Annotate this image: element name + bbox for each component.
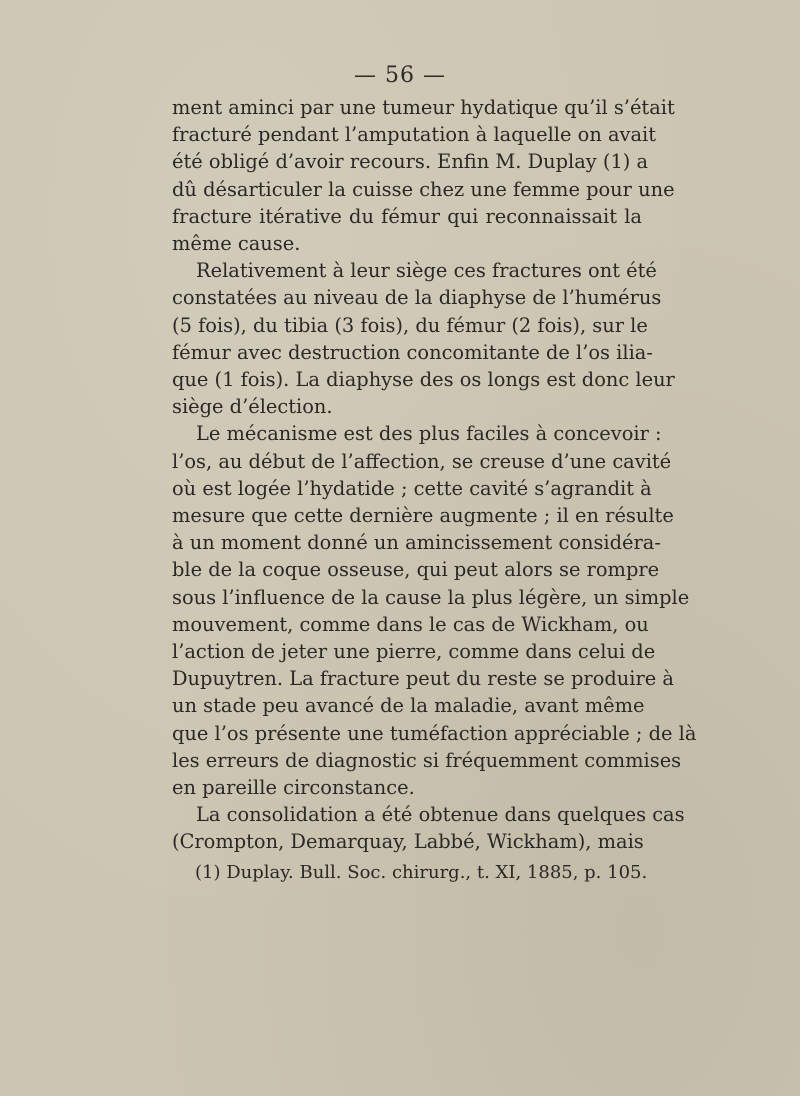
text-line: mouvement, comme dans le cas de Wickham, ou <box>172 612 649 636</box>
text-line: Dupuytren. La fracture peut du reste se produire à <box>172 667 674 691</box>
body-text <box>172 94 697 856</box>
text-line: à un moment donné un amincissement considéra- <box>172 531 661 555</box>
paragraph-start-line: La consolidation a été obtenue dans quelques cas <box>196 803 685 827</box>
text-line: même cause. <box>172 232 301 256</box>
text-line: siège d’élection. <box>172 395 333 419</box>
text-line: (5 fois), du tibia (3 fois), du fémur (2 fois), sur le <box>172 313 648 337</box>
text-line: un stade peu avancé de la maladie, avant même <box>172 694 645 718</box>
text-line: mesure que cette dernière augmente ; il en résulte <box>172 504 674 528</box>
text-line: constatées au niveau de la diaphyse de l’humérus <box>172 286 662 310</box>
text-line: sous l’influence de la cause la plus légère, un simple <box>172 585 690 609</box>
text-line: les erreurs de diagnostic si fréquemment commises <box>172 748 682 772</box>
text-line: (Crompton, Demarquay, Labbé, Wickham), mais <box>172 830 644 854</box>
text-line: fracture itérative du fémur qui reconnaissait la <box>172 204 642 228</box>
text-line: que l’os présente une tuméfaction appréciable ; de là <box>172 721 697 745</box>
text-line: fracturé pendant l’amputation à laquelle on avait <box>172 123 657 147</box>
paragraph-start-line: Relativement à leur siège ces fractures ont été <box>196 259 657 283</box>
text-line: l’os, au début de l’affection, se creuse d’une cavité <box>172 449 672 473</box>
text-line: dû désarticuler la cuisse chez une femme pour une <box>172 177 675 201</box>
page-number: — 56 — <box>354 63 446 88</box>
text-line: que (1 fois). La diaphyse des os longs est donc leur <box>172 368 675 392</box>
text-line: fémur avec destruction concomitante de l’os ilia- <box>172 340 653 364</box>
text-line: ble de la coque osseuse, qui peut alors se rompre <box>172 558 660 582</box>
text-line: où est logée l’hydatide ; cette cavité s’agrandit à <box>172 476 652 500</box>
footnote: (1) Duplay. Bull. Soc. chirurg., t. XI, 1885, p. 105. <box>195 862 648 883</box>
paragraph-start-line: Le mécanisme est des plus faciles à concevoir : <box>196 422 662 446</box>
text-line: été obligé d’avoir recours. Enfin M. Duplay (1) a <box>172 150 649 174</box>
text-line: en pareille circonstance. <box>172 776 415 800</box>
text-line: l’action de jeter une pierre, comme dans celui de <box>172 640 656 664</box>
text-line: ment aminci par une tumeur hydatique qu’il s’était <box>172 96 675 119</box>
